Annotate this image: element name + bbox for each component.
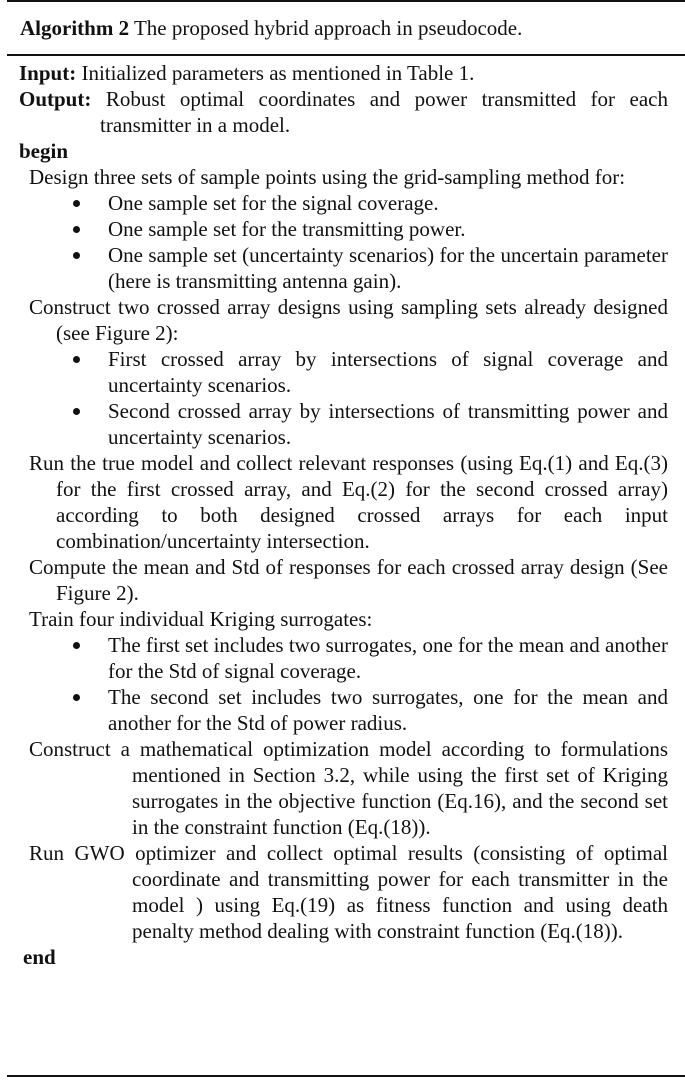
output-text: Robust optimal coordinates and power transmitted for each transmitter in a model. xyxy=(100,87,669,137)
bullet-icon xyxy=(73,252,80,259)
step-train-kriging: Train four individual Kriging surrogates: xyxy=(29,607,373,631)
bullet-icon xyxy=(73,226,80,233)
step-construct-crossed-arrays: Construct two crossed array designs using sampling sets already designed (see Figure 2): xyxy=(29,295,668,345)
input-text: Initialized parameters as mentioned in Table 1. xyxy=(81,61,475,85)
list-item-text: One sample set (uncertainty scenarios) for the uncertain parameter (here is transmitting antenna gain). xyxy=(108,243,668,293)
list-item-text: The second set includes two surrogates, one for the mean and another for the Std of power radius. xyxy=(108,685,668,735)
bullet-icon xyxy=(73,200,80,207)
list-item-text: The first set includes two surrogates, one for the mean and another for the Std of signal coverage. xyxy=(108,633,668,683)
input-line xyxy=(19,60,668,86)
begin-keyword: begin xyxy=(19,139,69,163)
list-item xyxy=(108,684,668,736)
sample-sets-list xyxy=(19,190,668,294)
caption-label: Algorithm 2 xyxy=(20,16,130,40)
algorithm-caption xyxy=(20,15,522,41)
list-item xyxy=(108,190,668,216)
list-item xyxy=(108,216,668,242)
list-item xyxy=(108,242,668,294)
list-item xyxy=(108,398,668,450)
caption-title: The proposed hybrid approach in pseudocode. xyxy=(133,16,523,40)
step-run-true-model: Run the true model and collect relevant responses (using Eq.(1) and Eq.(3) for the first crossed array, and Eq.(2) for the second crossed array) according to both designed crossed arrays for each input combination/uncertainty intersection. xyxy=(29,451,668,553)
list-item xyxy=(108,632,668,684)
algorithm-body xyxy=(19,60,668,970)
top-rule xyxy=(7,0,685,2)
step-run-gwo-optimizer: Run GWO optimizer and collect optimal results (consisting of optimal coordinate and transmitting power for each transmitter in the model ) using Eq.(19) as fitness function and using death penalty method dealing with constraint function (Eq.(18)). xyxy=(29,841,668,943)
input-label: Input: xyxy=(19,61,77,85)
list-item-text: One sample set for the signal coverage. xyxy=(108,191,439,215)
step-design-sample-sets: Design three sets of sample points using the grid-sampling method for: xyxy=(29,165,626,189)
list-item-text: Second crossed array by intersections of transmitting power and uncertainty scenarios. xyxy=(108,399,668,449)
output-line xyxy=(19,86,668,138)
crossed-arrays-list xyxy=(19,346,668,450)
kriging-sets-list xyxy=(19,632,668,736)
list-item-text: One sample set for the transmitting power. xyxy=(108,217,466,241)
bullet-icon xyxy=(73,694,80,701)
end-keyword: end xyxy=(23,945,56,969)
list-item-text: First crossed array by intersections of signal coverage and uncertainty scenarios. xyxy=(108,347,668,397)
caption-rule xyxy=(7,54,685,56)
bullet-icon xyxy=(73,642,80,649)
output-label: Output: xyxy=(19,87,92,111)
bullet-icon xyxy=(73,408,80,415)
step-construct-optimization-model: Construct a mathematical optimization model according to formulations mentioned in Section 3.2, while using the first set of Kriging surrogates in the objective function (Eq.16), and the second set in the constraint function (Eq.(18)). xyxy=(29,737,668,839)
bottom-rule xyxy=(7,1075,685,1077)
list-item xyxy=(108,346,668,398)
bullet-icon xyxy=(73,356,80,363)
step-compute-mean-std: Compute the mean and Std of responses for each crossed array design (See Figure 2). xyxy=(29,555,668,605)
